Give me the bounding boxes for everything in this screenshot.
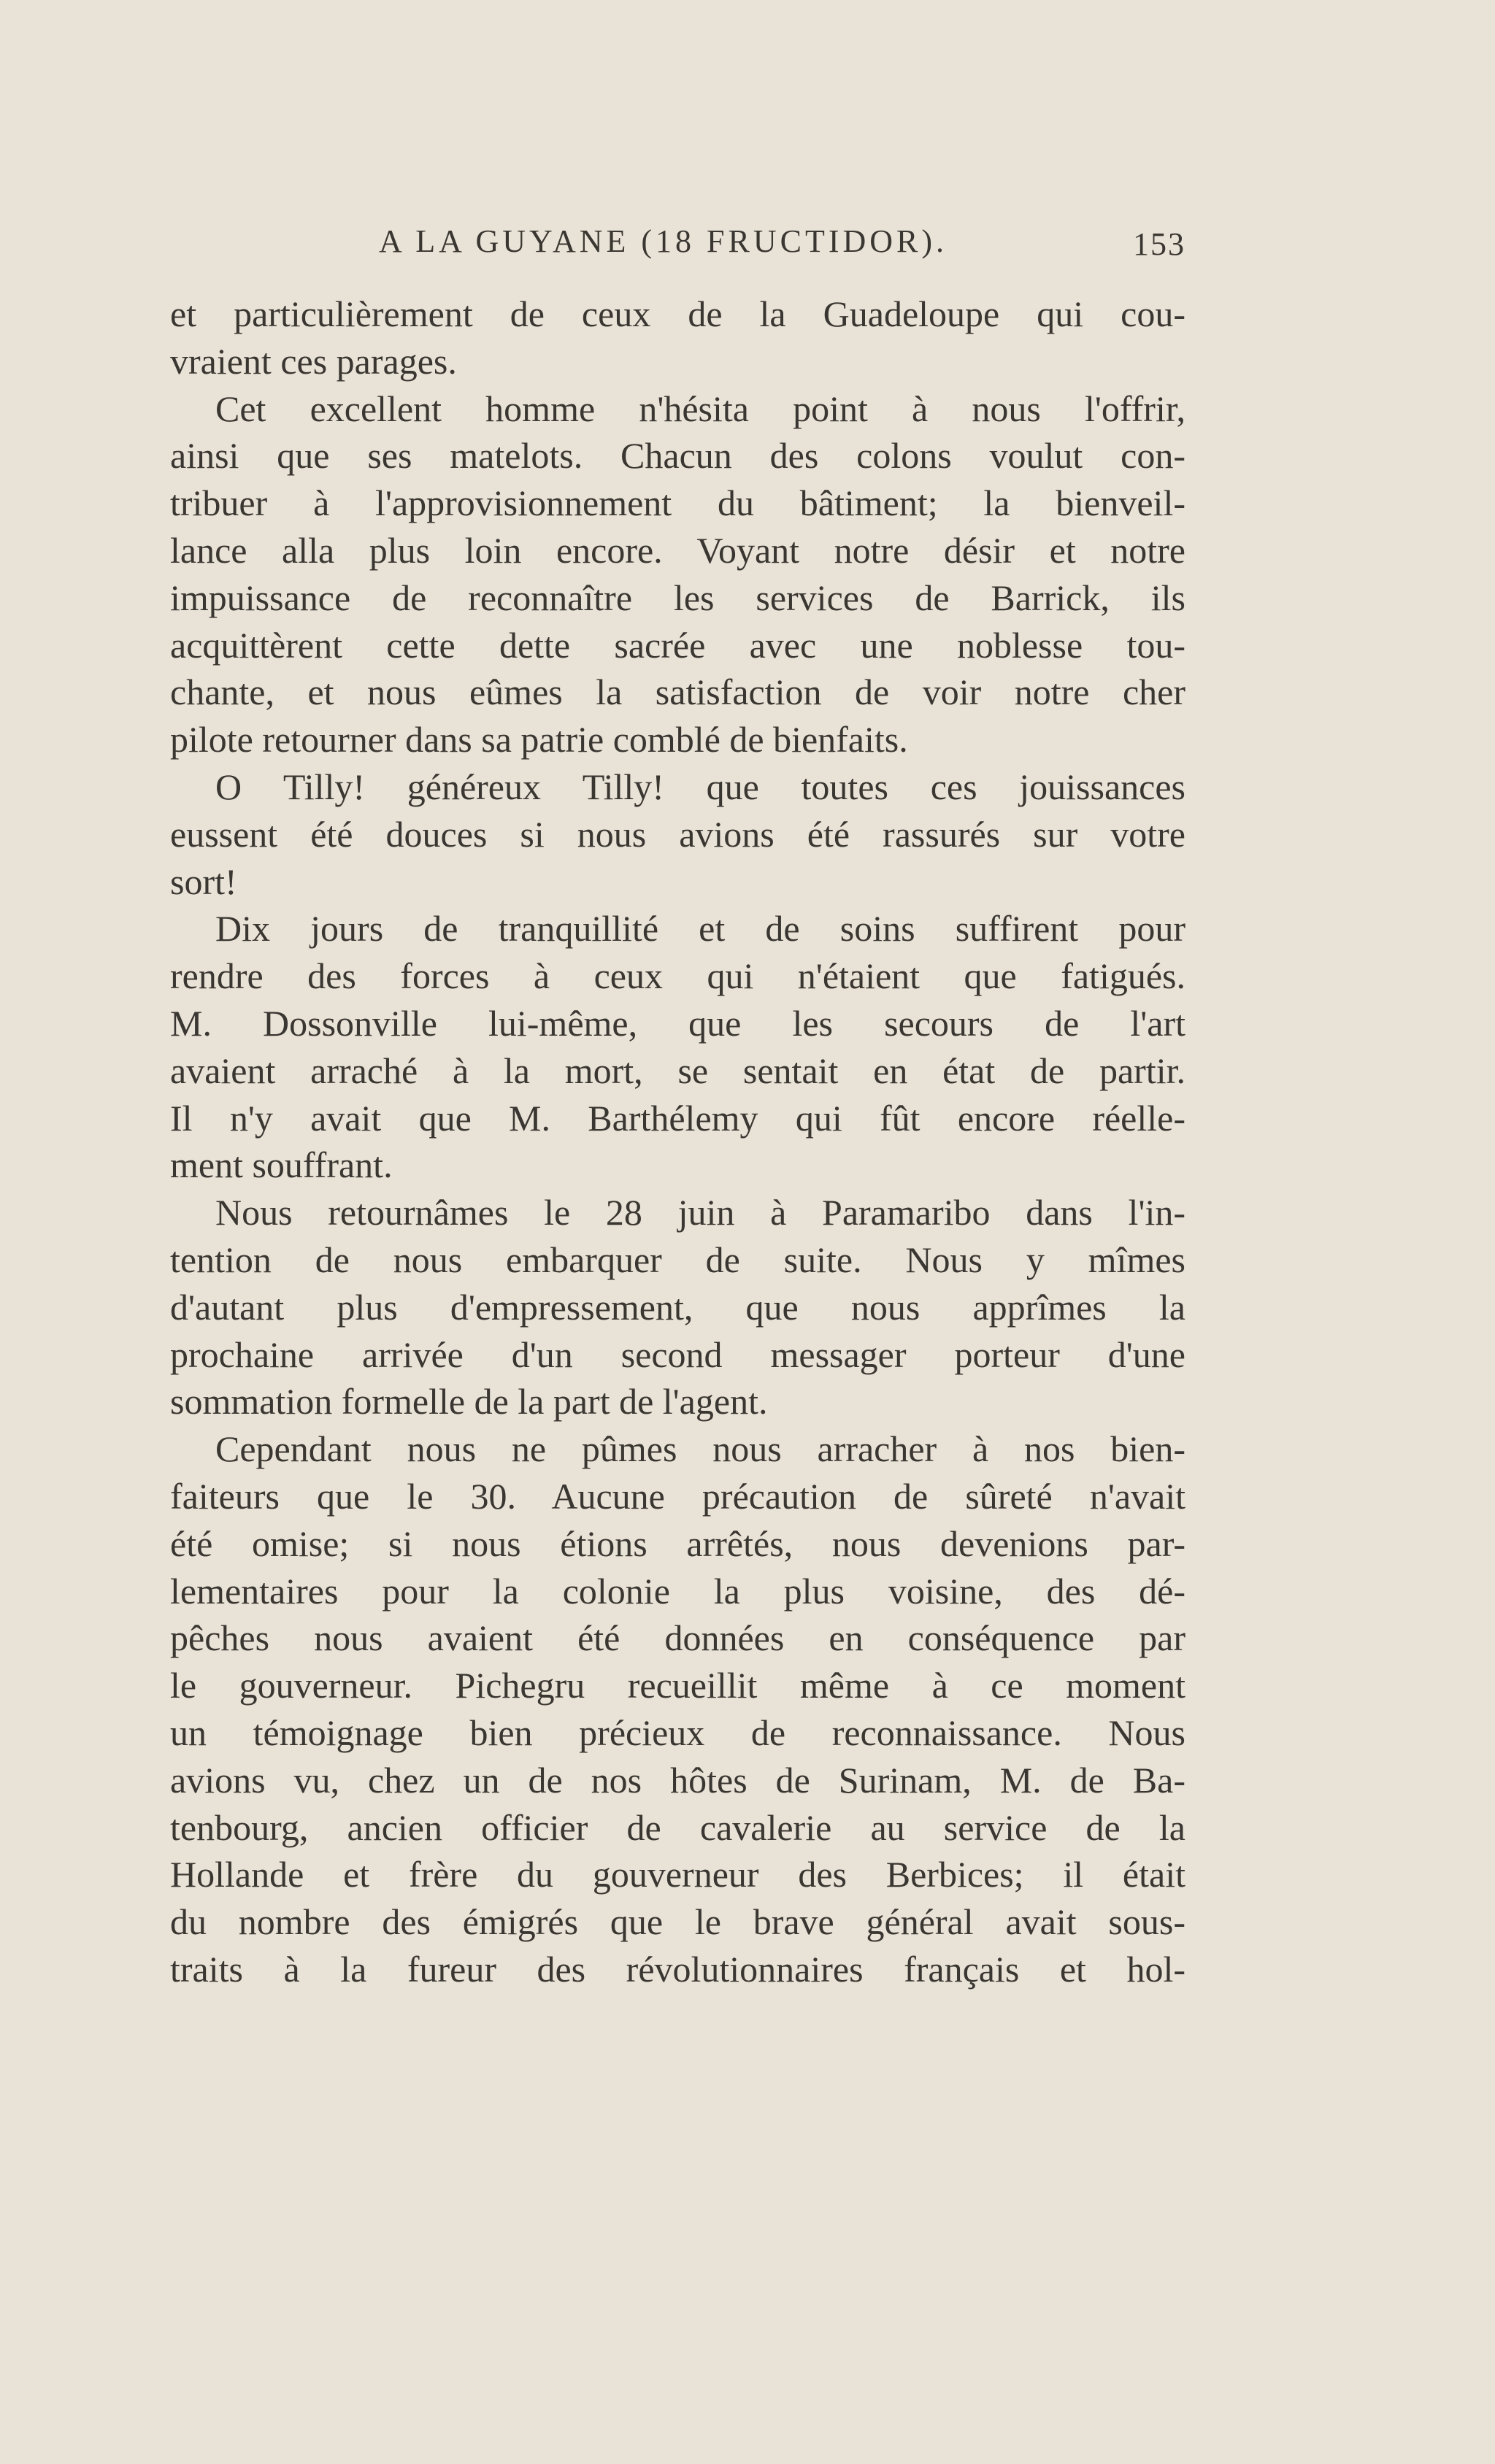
text-line: sort! (170, 861, 237, 902)
text-line: un témoignage bien précieux de reconnaissance. Nous (170, 1712, 1185, 1753)
text-line: tenbourg, ancien officier de cavalerie au service de la (170, 1806, 1185, 1848)
text-line: chante, et nous eûmes la satisfaction de voir notre cher (170, 671, 1185, 713)
text-line: avaient arraché à la mort, se sentait en état de partir. (170, 1050, 1185, 1091)
text-line: eussent été douces si nous avions été rassurés sur votre (170, 813, 1185, 855)
text-line: Il n'y avait que M. Barthélemy qui fût encore réelle- (170, 1097, 1185, 1139)
text-line: faiteurs que le 30. Aucune précaution de sûreté n'avait (170, 1475, 1185, 1517)
paragraph (170, 905, 1185, 1189)
text-line: M. Dossonville lui-même, que les secours de l'art (170, 1002, 1185, 1044)
text-line: impuissance de reconnaître les services de Barrick, ils (170, 577, 1185, 618)
running-title: A LA GUYANE (18 FRUCTIDOR). (378, 223, 948, 259)
page-number: 153 (1133, 226, 1185, 262)
paragraph (170, 1425, 1185, 1993)
paragraph (170, 385, 1185, 763)
paragraph (170, 763, 1185, 905)
text-line: sommation formelle de la part de l'agent. (170, 1381, 768, 1422)
text-line: avions vu, chez un de nos hôtes de Surinam, M. de Ba- (170, 1759, 1185, 1801)
text-line: rendre des forces à ceux qui n'étaient que fatigués. (170, 955, 1185, 997)
text-line: pêches nous avaient été données en conséquence par (170, 1617, 1185, 1659)
text-line: le gouverneur. Pichegru recueillit même à ce moment (170, 1665, 1185, 1706)
text-line: du nombre des émigrés que le brave général avait sous- (170, 1901, 1185, 1943)
text-line: d'autant plus d'empressement, que nous apprîmes la (170, 1286, 1185, 1328)
text-line: pilote retourner dans sa patrie comblé de bienfaits. (170, 719, 908, 761)
paragraph (170, 290, 1185, 385)
text-line: lementaires pour la colonie la plus voisine, des dé- (170, 1570, 1185, 1612)
body-text (170, 290, 1185, 1993)
text-line: prochaine arrivée d'un second messager porteur d'une (170, 1333, 1185, 1375)
text-line: traits à la fureur des révolutionnaires français et hol- (170, 1948, 1185, 1990)
text-line: et particulièrement de ceux de la Guadeloupe qui cou- (170, 293, 1185, 334)
text-line: O Tilly! généreux Tilly! que toutes ces jouissances (215, 766, 1185, 807)
paragraph (170, 1189, 1185, 1425)
text-line: Cependant nous ne pûmes nous arracher à nos bien- (215, 1428, 1185, 1470)
text-line: Dix jours de tranquillité et de soins suffirent pour (215, 908, 1185, 950)
text-line: ainsi que ses matelots. Chacun des colons voulut con- (170, 435, 1185, 477)
text-line: Nous retournâmes le 28 juin à Paramaribo dans l'in- (215, 1192, 1185, 1233)
text-line: tribuer à l'approvisionnement du bâtiment; la bienveil- (170, 482, 1185, 524)
text-line: ment souffrant. (170, 1144, 393, 1186)
text-line: Cet excellent homme n'hésita point à nous l'offrir, (215, 388, 1185, 429)
text-line: tention de nous embarquer de suite. Nous y mîmes (170, 1239, 1185, 1280)
text-line: été omise; si nous étions arrêtés, nous devenions par- (170, 1522, 1185, 1564)
text-line: acquittèrent cette dette sacrée avec une noblesse tou- (170, 624, 1185, 666)
text-line: lance alla plus loin encore. Voyant notre désir et notre (170, 529, 1185, 571)
text-line: vraient ces parages. (170, 340, 457, 382)
text-line: Hollande et frère du gouverneur des Berbices; il était (170, 1854, 1185, 1895)
running-header (170, 223, 1185, 266)
